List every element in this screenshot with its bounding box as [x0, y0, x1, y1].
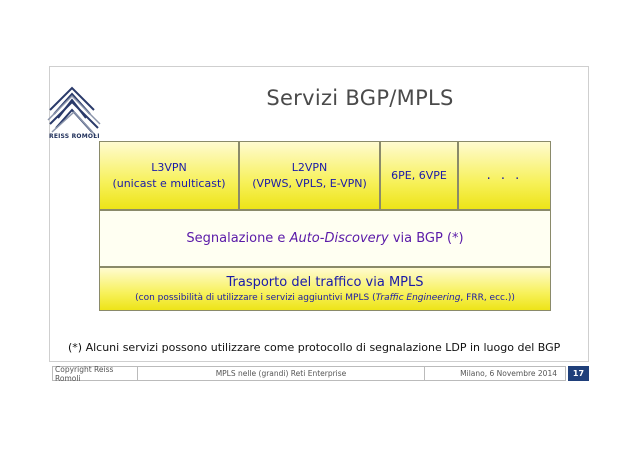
signaling-text	[186, 231, 463, 246]
service-subtitle: (unicast e multicast)	[112, 177, 226, 190]
signaling-prefix: Segnalazione e	[186, 231, 290, 246]
service-title: L3VPN	[151, 161, 187, 174]
transport-sub-prefix: (con possibilità di utilizzare i servizi aggiuntivi MPLS (	[135, 293, 376, 303]
service-title: 6PE, 6VPE	[391, 169, 447, 182]
transport-subtitle	[135, 293, 515, 303]
service-box-l3vpn	[99, 141, 239, 210]
page-title: Servizi BGP/MPLS	[266, 86, 454, 110]
footer-center: MPLS nelle (grandi) Reti Enterprise	[138, 366, 424, 381]
footer-date: Milano, 6 Novembre 2014	[424, 366, 566, 381]
service-box-6pe	[380, 141, 458, 210]
service-subtitle: (VPWS, VPLS, E-VPN)	[252, 177, 367, 190]
service-box-more	[458, 141, 551, 210]
service-box-l2vpn	[239, 141, 380, 210]
service-title: L2VPN	[291, 161, 328, 174]
transport-sub-suffix: , FRR, ecc.))	[460, 293, 515, 303]
transport-title: Trasporto del traffico via MPLS	[226, 275, 424, 290]
signaling-suffix: via BGP (*)	[388, 231, 464, 246]
footer-copyright: Copyright Reiss Romoli	[52, 366, 138, 381]
service-ellipsis: . . .	[486, 168, 523, 183]
transport-sub-emph: Traffic Engineering	[375, 293, 461, 303]
signaling-emph: Auto-Discovery	[289, 231, 389, 246]
transport-layer	[99, 267, 551, 311]
page-number: 17	[568, 366, 589, 381]
logo-text: REISS ROMOLI	[49, 133, 100, 140]
signaling-layer	[99, 210, 551, 267]
footnote: (*) Alcuni servizi possono utilizzare come protocollo di segnalazione LDP in luogo del BGP	[68, 341, 561, 354]
